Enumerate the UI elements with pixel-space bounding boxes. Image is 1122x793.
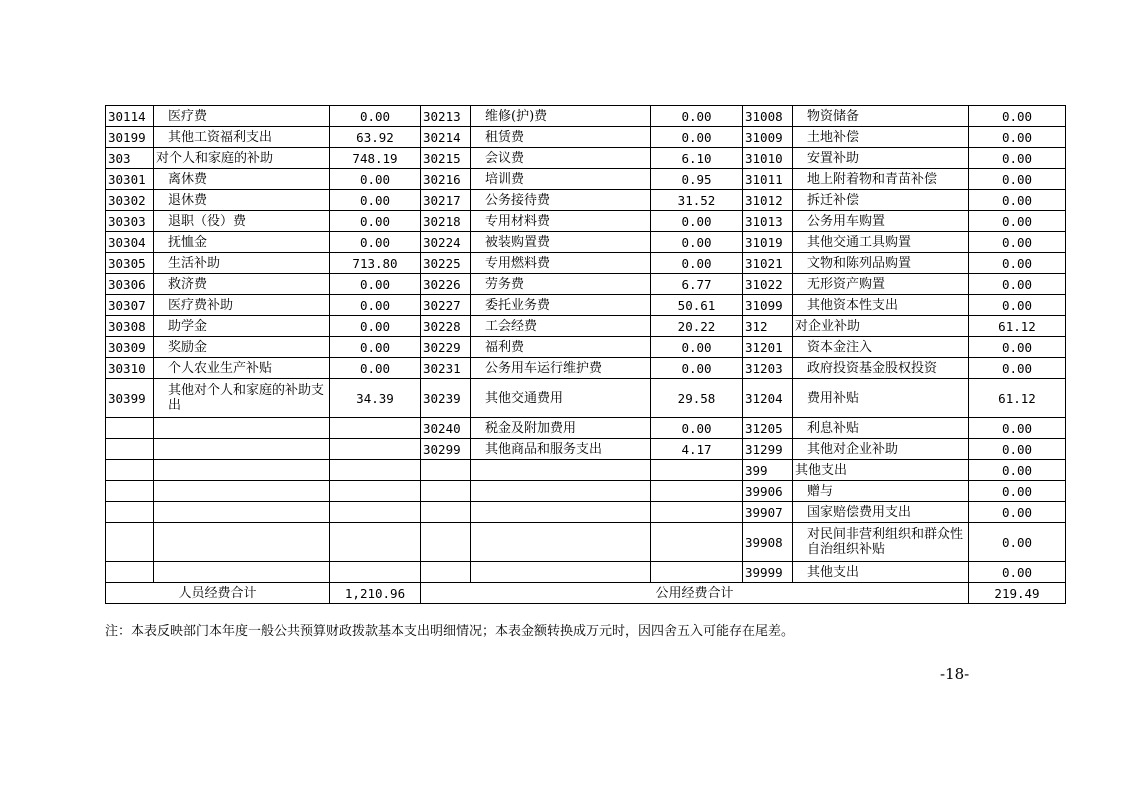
item-code: 30226 [421,274,471,295]
item-code: 30306 [106,274,154,295]
item-name: 物资储备 [793,106,969,127]
item-name: 其他支出 [793,460,969,481]
item-name [471,523,651,562]
totals-row [106,583,1066,604]
page-number: -18- [940,665,970,683]
item-name: 救济费 [154,274,330,295]
item-code [421,562,471,583]
item-code [106,523,154,562]
item-amount: 0.00 [651,211,743,232]
item-amount: 0.00 [969,190,1066,211]
item-name: 政府投资基金股权投资 [793,358,969,379]
item-code: 30215 [421,148,471,169]
item-code: 30305 [106,253,154,274]
item-name [154,418,330,439]
item-code [421,502,471,523]
item-amount: 4.17 [651,439,743,460]
item-name: 拆迁补偿 [793,190,969,211]
item-amount: 31.52 [651,190,743,211]
personnel-total-value: 1,210.96 [330,583,421,604]
item-name: 资本金注入 [793,337,969,358]
table-row [106,274,1066,295]
item-code: 30299 [421,439,471,460]
item-name: 税金及附加费用 [471,418,651,439]
table-row [106,316,1066,337]
item-amount: 6.77 [651,274,743,295]
table-row [106,439,1066,460]
item-code: 31019 [743,232,793,253]
item-code: 31011 [743,169,793,190]
item-name: 租赁费 [471,127,651,148]
item-amount: 0.00 [969,274,1066,295]
table-row [106,127,1066,148]
item-amount: 20.22 [651,316,743,337]
table-row [106,460,1066,481]
item-amount: 0.00 [969,148,1066,169]
item-amount: 0.00 [969,523,1066,562]
item-code [421,481,471,502]
item-name: 公务用车购置 [793,211,969,232]
item-amount: 29.58 [651,379,743,418]
item-code [421,460,471,481]
item-code: 39906 [743,481,793,502]
item-code: 31099 [743,295,793,316]
item-amount [330,460,421,481]
item-name: 被装购置费 [471,232,651,253]
item-amount: 0.00 [330,169,421,190]
item-amount: 0.00 [969,211,1066,232]
item-code: 31299 [743,439,793,460]
item-code [106,502,154,523]
item-name [154,523,330,562]
item-amount [330,562,421,583]
item-name: 离休费 [154,169,330,190]
item-name: 其他工资福利支出 [154,127,330,148]
item-name: 公务用车运行维护费 [471,358,651,379]
table-row [106,169,1066,190]
item-amount [330,523,421,562]
table-row [106,295,1066,316]
item-name: 其他对企业补助 [793,439,969,460]
item-amount: 61.12 [969,379,1066,418]
item-name: 无形资产购置 [793,274,969,295]
item-code: 30114 [106,106,154,127]
item-amount: 63.92 [330,127,421,148]
item-amount: 0.00 [651,232,743,253]
item-code: 31012 [743,190,793,211]
item-code: 30308 [106,316,154,337]
item-name: 工会经费 [471,316,651,337]
item-code: 30213 [421,106,471,127]
table-row [106,418,1066,439]
item-amount [651,460,743,481]
item-amount: 0.00 [330,106,421,127]
footnote: 注：本表反映部门本年度一般公共预算财政拨款基本支出明细情况；本表金额转换成万元时，因四舍五入可能存在尾差。 [105,624,795,639]
item-code: 30218 [421,211,471,232]
item-amount: 0.00 [969,481,1066,502]
item-name: 其他商品和服务支出 [471,439,651,460]
item-amount: 0.00 [330,274,421,295]
item-code: 30227 [421,295,471,316]
item-name: 对个人和家庭的补助 [154,148,330,169]
item-amount: 34.39 [330,379,421,418]
item-code: 30310 [106,358,154,379]
item-name: 助学金 [154,316,330,337]
item-code: 30240 [421,418,471,439]
item-amount: 0.00 [969,418,1066,439]
item-name: 公务接待费 [471,190,651,211]
item-code: 31201 [743,337,793,358]
item-code: 30228 [421,316,471,337]
item-amount: 748.19 [330,148,421,169]
table-row [106,379,1066,418]
item-name: 费用补贴 [793,379,969,418]
item-name: 医疗费 [154,106,330,127]
item-name: 安置补助 [793,148,969,169]
item-amount: 0.00 [969,106,1066,127]
item-name [471,481,651,502]
item-name: 专用燃料费 [471,253,651,274]
item-amount: 0.00 [969,253,1066,274]
item-amount [330,481,421,502]
item-name [471,460,651,481]
item-code: 30399 [106,379,154,418]
item-name: 对企业补助 [793,316,969,337]
table-row [106,481,1066,502]
item-code [106,460,154,481]
item-code: 30199 [106,127,154,148]
item-name [154,562,330,583]
item-amount [330,439,421,460]
item-amount: 0.00 [969,562,1066,583]
item-amount [651,502,743,523]
item-amount [330,418,421,439]
item-code [106,439,154,460]
item-name: 会议费 [471,148,651,169]
item-amount: 0.00 [651,418,743,439]
item-code [106,418,154,439]
item-amount [330,502,421,523]
item-code: 31203 [743,358,793,379]
item-amount: 50.61 [651,295,743,316]
item-amount: 0.00 [330,316,421,337]
table-row [106,523,1066,562]
item-code: 30217 [421,190,471,211]
item-amount: 0.00 [969,502,1066,523]
item-name [471,502,651,523]
item-name: 其他交通费用 [471,379,651,418]
item-amount: 0.00 [651,253,743,274]
item-amount: 6.10 [651,148,743,169]
item-amount: 0.00 [330,211,421,232]
item-name: 对民间非营利组织和群众性自治组织补贴 [793,523,969,562]
item-amount: 0.95 [651,169,743,190]
table-row [106,232,1066,253]
item-name [471,562,651,583]
item-amount: 0.00 [651,358,743,379]
item-amount: 0.00 [969,460,1066,481]
item-code: 30303 [106,211,154,232]
item-name: 劳务费 [471,274,651,295]
item-amount: 0.00 [330,358,421,379]
table-row [106,337,1066,358]
item-amount [651,481,743,502]
item-amount: 0.00 [969,295,1066,316]
item-amount [651,562,743,583]
item-name: 其他对个人和家庭的补助支出 [154,379,330,418]
item-amount: 0.00 [651,106,743,127]
table-row [106,562,1066,583]
item-amount: 0.00 [330,190,421,211]
item-name: 其他支出 [793,562,969,583]
item-code: 30214 [421,127,471,148]
item-name: 其他交通工具购置 [793,232,969,253]
item-name: 奖励金 [154,337,330,358]
item-amount: 0.00 [969,232,1066,253]
item-code: 30229 [421,337,471,358]
item-amount: 61.12 [969,316,1066,337]
item-name [154,439,330,460]
item-name: 赠与 [793,481,969,502]
item-code: 31021 [743,253,793,274]
item-name: 利息补贴 [793,418,969,439]
public-total-value: 219.49 [969,583,1066,604]
item-code: 39999 [743,562,793,583]
personnel-total-label: 人员经费合计 [106,583,330,604]
item-code: 30224 [421,232,471,253]
item-amount [651,523,743,562]
item-name: 个人农业生产补贴 [154,358,330,379]
item-name: 退休费 [154,190,330,211]
item-code: 30302 [106,190,154,211]
item-code: 312 [743,316,793,337]
item-code: 30309 [106,337,154,358]
table-row [106,253,1066,274]
item-code: 31008 [743,106,793,127]
item-amount: 0.00 [330,295,421,316]
table-row [106,148,1066,169]
item-code: 31010 [743,148,793,169]
item-name: 医疗费补助 [154,295,330,316]
table-row [106,106,1066,127]
item-code: 31205 [743,418,793,439]
item-name: 委托业务费 [471,295,651,316]
item-amount: 0.00 [330,337,421,358]
item-amount: 0.00 [969,439,1066,460]
item-code: 30225 [421,253,471,274]
table-row [106,190,1066,211]
item-code: 30304 [106,232,154,253]
item-code: 39908 [743,523,793,562]
item-amount: 0.00 [969,358,1066,379]
item-amount: 0.00 [651,127,743,148]
expenditure-table [105,105,1066,604]
item-name: 地上附着物和青苗补偿 [793,169,969,190]
item-code [106,562,154,583]
item-name: 文物和陈列品购置 [793,253,969,274]
item-amount: 0.00 [969,169,1066,190]
item-name: 生活补助 [154,253,330,274]
item-amount: 713.80 [330,253,421,274]
public-total-label: 公用经费合计 [421,583,969,604]
item-name: 抚恤金 [154,232,330,253]
item-code: 30231 [421,358,471,379]
item-name [154,481,330,502]
item-name: 土地补偿 [793,127,969,148]
item-name: 培训费 [471,169,651,190]
table-row [106,502,1066,523]
item-code: 399 [743,460,793,481]
table-row [106,358,1066,379]
item-code: 30301 [106,169,154,190]
item-name [154,502,330,523]
item-code: 31022 [743,274,793,295]
item-amount: 0.00 [969,127,1066,148]
item-name: 维修(护)费 [471,106,651,127]
item-code [421,523,471,562]
table-row [106,211,1066,232]
item-code: 30307 [106,295,154,316]
item-code [106,481,154,502]
item-amount: 0.00 [969,337,1066,358]
item-amount: 0.00 [330,232,421,253]
item-name: 专用材料费 [471,211,651,232]
table-body [106,106,1066,583]
item-code: 30239 [421,379,471,418]
item-name: 国家赔偿费用支出 [793,502,969,523]
item-code: 303 [106,148,154,169]
item-code: 39907 [743,502,793,523]
item-code: 31204 [743,379,793,418]
item-code: 31013 [743,211,793,232]
item-name [154,460,330,481]
item-name: 其他资本性支出 [793,295,969,316]
item-name: 退职（役）费 [154,211,330,232]
item-code: 31009 [743,127,793,148]
item-name: 福利费 [471,337,651,358]
item-amount: 0.00 [651,337,743,358]
item-code: 30216 [421,169,471,190]
